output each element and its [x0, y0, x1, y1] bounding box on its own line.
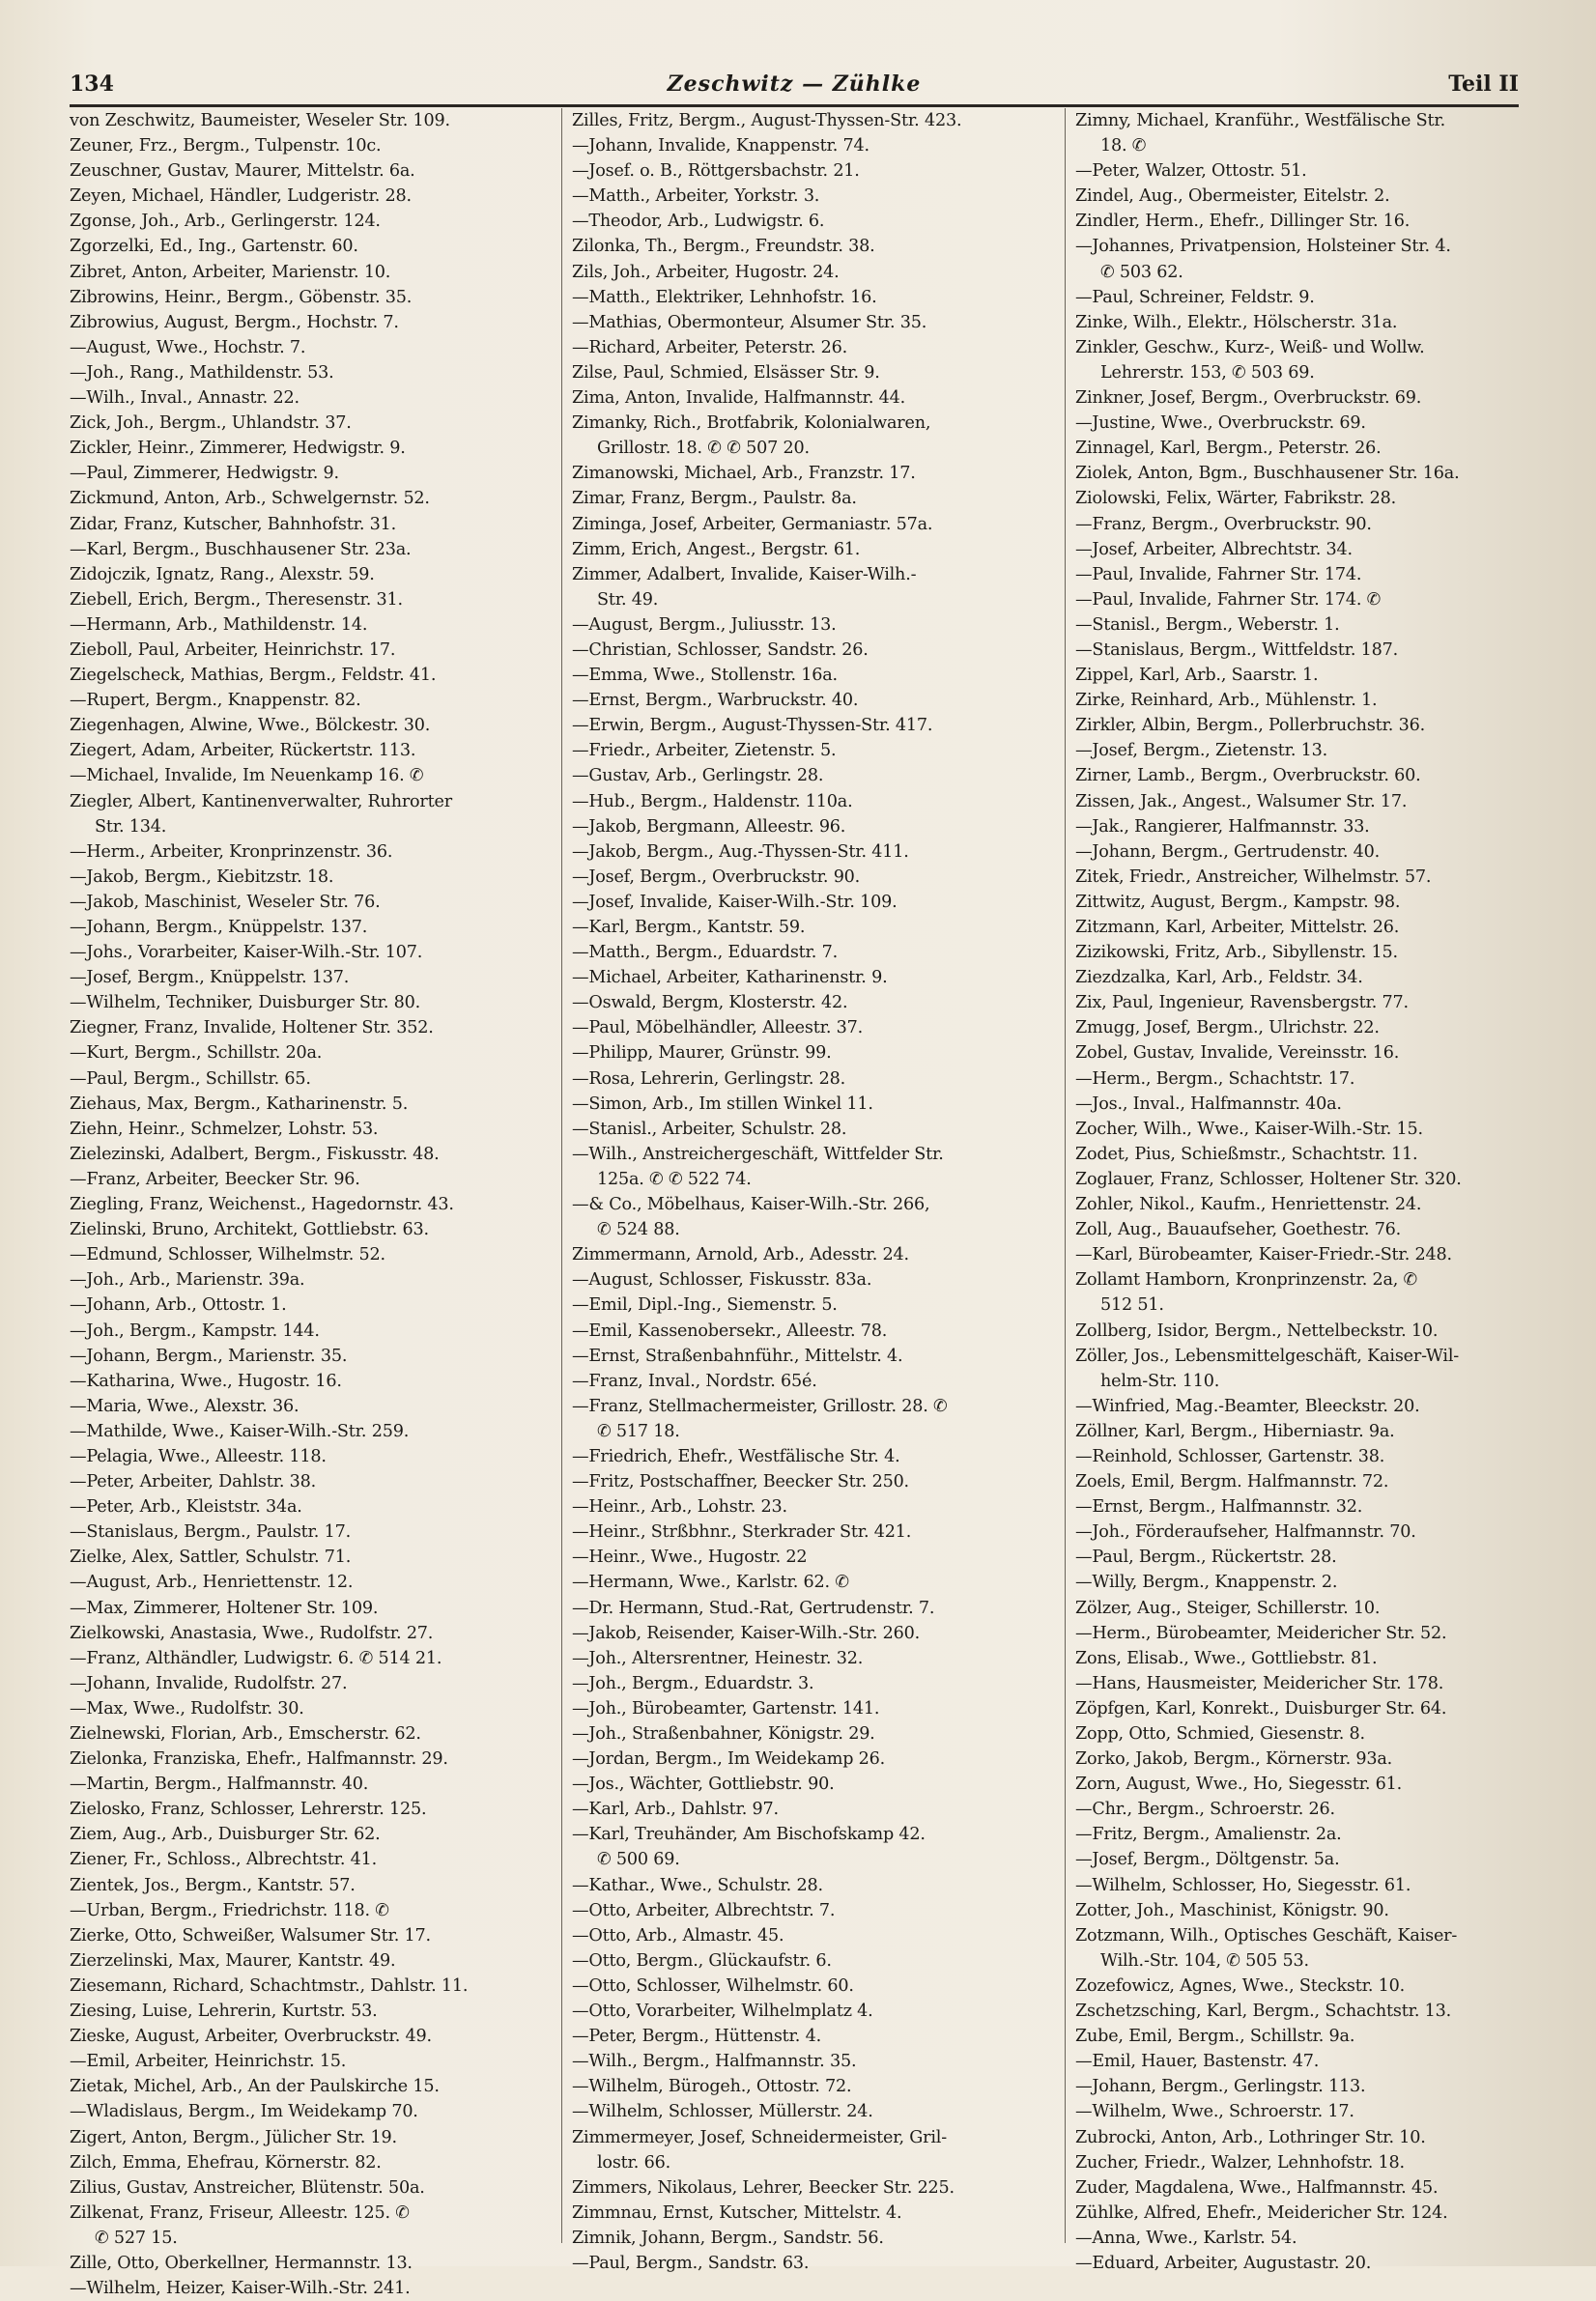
directory-entry: —Herm., Arbeiter, Kronprinzenstr. 36. — [70, 841, 393, 862]
directory-entry: —Reinhold, Schlosser, Gartenstr. 38. — [1075, 1446, 1385, 1466]
directory-entry: Zickmund, Anton, Arb., Schwelgernstr. 52. — [70, 489, 430, 509]
directory-entry: —Kurt, Bergm., Schillstr. 20a. — [70, 1043, 323, 1064]
directory-entry: Zissen, Jak., Angest., Walsumer Str. 17. — [1075, 791, 1408, 811]
directory-entry: Ziolek, Anton, Bgm., Buschhausener Str. 16a. — [1075, 464, 1460, 484]
directory-entry: —Wilhelm, Wwe., Schroerstr. 17. — [1075, 2102, 1354, 2122]
directory-entry: Zindel, Aug., Obermeister, Eitelstr. 2. — [1075, 186, 1390, 207]
directory-entry: Zizikowski, Fritz, Arb., Sibyllenstr. 15. — [1075, 943, 1398, 963]
directory-entry: Zimmermeyer, Josef, Schneidermeister, Gril- — [572, 2127, 947, 2147]
directory-entry: —Paul, Bergm., Sandstr. 63. — [572, 2253, 810, 2273]
directory-entry: —Philipp, Maurer, Grünstr. 99. — [572, 1043, 832, 1064]
directory-entry: —Simon, Arb., Im stillen Winkel 11. — [572, 1094, 873, 1114]
directory-entry: —Martin, Bergm., Halfmannstr. 40. — [70, 1775, 369, 1795]
directory-entry: —Johann, Arb., Ottostr. 1. — [70, 1295, 287, 1316]
directory-entry: Zuder, Magdalena, Wwe., Halfmannstr. 45. — [1075, 2177, 1439, 2198]
directory-entry: Zielke, Alex, Sattler, Schulstr. 71. — [70, 1548, 352, 1568]
directory-entry: Ziezdzalka, Karl, Arb., Feldstr. 34. — [1075, 968, 1363, 988]
directory-entry: Zilonka, Th., Bergm., Freundstr. 38. — [572, 237, 875, 257]
directory-entry: Ziem, Aug., Arb., Duisburger Str. 62. — [70, 1825, 381, 1845]
directory-entry: Zielinski, Bruno, Architekt, Gottliebstr. 63. — [70, 1220, 429, 1240]
directory-entry: —Karl, Treuhänder, Am Bischofskamp 42. — [572, 1825, 926, 1845]
directory-entry: Zielkowski, Anastasia, Wwe., Rudolfstr. 27. — [70, 1623, 434, 1643]
directory-entry: —Josef, Bergm., Knüppelstr. 137. — [70, 968, 350, 988]
directory-entry: —Stanisl., Bergm., Weberstr. 1. — [1075, 614, 1340, 635]
directory-entry: —Maria, Wwe., Alexstr. 36. — [70, 1396, 299, 1416]
directory-entry: —Jordan, Bergm., Im Weidekamp 26. — [572, 1749, 886, 1770]
directory-entry: Zimmnau, Ernst, Kutscher, Mittelstr. 4. — [572, 2202, 902, 2223]
directory-entry: Zoglauer, Franz, Schlosser, Holtener Str. 320. — [1075, 1169, 1462, 1189]
directory-entry: Zinkler, Geschw., Kurz-, Weiß- und Wollw. — [1075, 337, 1425, 357]
directory-entry: Zinnagel, Karl, Bergm., Peterstr. 26. — [1075, 439, 1382, 459]
directory-entry: —Jakob, Reisender, Kaiser-Wilh.-Str. 260. — [572, 1623, 920, 1643]
directory-entry: Zielezinski, Adalbert, Bergm., Fiskusstr. 48. — [70, 1144, 440, 1164]
directory-entry: —Eduard, Arbeiter, Augustastr. 20. — [1075, 2253, 1372, 2273]
directory-entry: —Otto, Arb., Almastr. 45. — [572, 1925, 784, 1946]
directory-entry: Ziegert, Adam, Arbeiter, Rückertstr. 113. — [70, 741, 416, 761]
directory-entry: Ziebell, Erich, Bergm., Theresenstr. 31. — [70, 589, 403, 610]
directory-entry: —Otto, Vorarbeiter, Wilhelmplatz 4. — [572, 2002, 873, 2022]
directory-entry: Zoels, Emil, Bergm. Halfmannstr. 72. — [1075, 1472, 1389, 1492]
directory-entry: —Gustav, Arb., Gerlingstr. 28. — [572, 766, 824, 786]
directory-entry: —Max, Wwe., Rudolfstr. 30. — [70, 1698, 304, 1719]
directory-entry: Lehrerstr. 153, ✆ 503 69. — [1100, 362, 1315, 383]
directory-entry: —Wilh., Anstreichergeschäft, Wittfelder Str. — [572, 1144, 944, 1164]
directory-entry: —Karl, Bürobeamter, Kaiser-Friedr.-Str. 248. — [1075, 1245, 1452, 1265]
running-title: Zeschwitz — Zühlke — [667, 71, 922, 97]
directory-entry: Zimny, Michael, Kranführ., Westfälische Str. — [1075, 111, 1446, 130]
directory-entry: Zimar, Franz, Bergm., Paulstr. 8a. — [572, 489, 857, 509]
directory-entry: ✆ 517 18. — [597, 1421, 680, 1441]
directory-entry: Zittwitz, August, Bergm., Kampstr. 98. — [1075, 892, 1401, 912]
directory-entry: —Jak., Rangierer, Halfmannstr. 33. — [1075, 816, 1370, 837]
directory-entry: —Chr., Bergm., Schroerstr. 26. — [1075, 1800, 1335, 1820]
directory-entry: —Jos., Wächter, Gottliebstr. 90. — [572, 1775, 835, 1795]
directory-entry: Zöllner, Karl, Bergm., Hiberniastr. 9a. — [1075, 1421, 1395, 1441]
directory-entry: Zigert, Anton, Bergm., Jülicher Str. 19. — [70, 2127, 397, 2147]
directory-entry: Ziminga, Josef, Arbeiter, Germaniastr. 57a. — [572, 514, 933, 534]
part-label: Teil II — [1448, 71, 1519, 97]
directory-entry: ✆ 524 88. — [597, 1220, 680, 1240]
directory-entry: Zimanowski, Michael, Arb., Franzstr. 17. — [572, 464, 916, 484]
directory-entry: ✆ 503 62. — [1100, 262, 1183, 282]
directory-entry: Grillostr. 18. ✆ ✆ 507 20. — [597, 439, 810, 459]
column-3 — [1075, 108, 1520, 2273]
directory-entry: Zielnewski, Florian, Arb., Emscherstr. 62. — [70, 1724, 421, 1744]
directory-entry: Str. 134. — [95, 816, 167, 837]
directory-entry: Zöpfgen, Karl, Konrekt., Duisburger Str. 64. — [1075, 1698, 1447, 1719]
directory-entry: Zinke, Wilh., Elektr., Hölscherstr. 31a. — [1075, 312, 1398, 332]
directory-entry: Zgonse, Joh., Arb., Gerlingerstr. 124. — [70, 212, 381, 232]
directory-entry: Zeuner, Frz., Bergm., Tulpenstr. 10c. — [70, 136, 382, 156]
directory-entry: Zölzer, Aug., Steiger, Schillerstr. 10. — [1075, 1598, 1381, 1618]
directory-entry: Zimnik, Johann, Bergm., Sandstr. 56. — [572, 2228, 884, 2248]
directory-entry: Zierzelinski, Max, Maurer, Kantstr. 49. — [70, 1950, 396, 1971]
page-number: 134 — [70, 71, 114, 97]
directory-entry: —Rupert, Bergm., Knappenstr. 82. — [70, 691, 361, 711]
directory-entry: —Wilhelm, Schlosser, Müllerstr. 24. — [572, 2102, 873, 2122]
directory-entry: —Jakob, Bergm., Kiebitzstr. 18. — [70, 866, 334, 887]
directory-entry: —Paul, Zimmerer, Hedwigstr. 9. — [70, 464, 339, 484]
directory-entry: —Paul, Invalide, Fahrner Str. 174. — [1075, 564, 1362, 584]
directory-entry: —Heinr., Wwe., Hugostr. 22 — [572, 1548, 808, 1568]
directory-entry: Str. 49. — [597, 589, 659, 610]
directory-entry: —Justine, Wwe., Overbruckstr. 69. — [1075, 413, 1366, 434]
directory-entry: Zons, Elisab., Wwe., Gottliebstr. 81. — [1075, 1648, 1378, 1668]
directory-entry: lostr. 66. — [597, 2152, 670, 2173]
directory-entry: Zima, Anton, Invalide, Halfmannstr. 44. — [572, 388, 905, 409]
directory-entry: —Ernst, Straßenbahnführ., Mittelstr. 4. — [572, 1346, 903, 1366]
directory-entry: —Rosa, Lehrerin, Gerlingstr. 28. — [572, 1068, 846, 1089]
directory-entry: —Max, Zimmerer, Holtener Str. 109. — [70, 1598, 379, 1618]
directory-entry: —Joh., Bergm., Kampstr. 144. — [70, 1321, 320, 1341]
directory-entry: Zoll, Aug., Bauaufseher, Goethestr. 76. — [1075, 1220, 1402, 1240]
directory-entry: —Jakob, Maschinist, Weseler Str. 76. — [70, 892, 381, 912]
directory-entry: Zietak, Michel, Arb., An der Paulskirche 15. — [70, 2077, 440, 2097]
directory-entry: 18. ✆ — [1100, 136, 1147, 156]
directory-entry: —Josef, Bergm., Zietenstr. 13. — [1075, 741, 1328, 761]
directory-entry: Zibrowius, August, Bergm., Hochstr. 7. — [70, 312, 399, 332]
directory-entry: Ziolowski, Felix, Wärter, Fabrikstr. 28. — [1075, 489, 1397, 509]
directory-entry: —Peter, Arb., Kleiststr. 34a. — [70, 1497, 302, 1518]
directory-entry: —Friedrich, Ehefr., Westfälische Str. 4. — [572, 1446, 900, 1466]
directory-entry: Zilius, Gustav, Anstreicher, Blütenstr. 50a. — [70, 2177, 425, 2198]
directory-entry: —Karl, Bergm., Kantstr. 59. — [572, 918, 806, 937]
directory-entry: —Peter, Arbeiter, Dahlstr. 38. — [70, 1472, 317, 1492]
directory-entry: 125a. ✆ ✆ 522 74. — [597, 1169, 752, 1189]
directory-entry: —Hermann, Wwe., Karlstr. 62. ✆ — [572, 1573, 849, 1593]
directory-entry: —Emil, Kassenobersekr., Alleestr. 78. — [572, 1321, 888, 1341]
directory-entry: —Paul, Invalide, Fahrner Str. 174. ✆ — [1075, 589, 1382, 610]
directory-entry: Ziegelscheck, Mathias, Bergm., Feldstr. 41. — [70, 666, 437, 686]
directory-entry: Zirkler, Albin, Bergm., Pollerbruchstr. 36. — [1075, 716, 1425, 736]
directory-entry: —Otto, Bergm., Glückaufstr. 6. — [572, 1950, 832, 1971]
directory-entry: Zibrowins, Heinr., Bergm., Göbenstr. 35. — [70, 287, 413, 307]
directory-entry: —Johann, Invalide, Rudolfstr. 27. — [70, 1673, 348, 1693]
directory-entry: Zobel, Gustav, Invalide, Vereinsstr. 16. — [1075, 1043, 1400, 1064]
directory-entry: Zieske, August, Arbeiter, Overbruckstr. 49. — [70, 2027, 432, 2047]
directory-entry: —August, Arb., Henriettenstr. 12. — [70, 1573, 354, 1593]
directory-entry: Zille, Otto, Oberkellner, Hermannstr. 13. — [70, 2253, 413, 2273]
directory-entry: —August, Wwe., Hochstr. 7. — [70, 337, 306, 357]
directory-entry: —& Co., Möbelhaus, Kaiser-Wilh.-Str. 266, — [572, 1195, 930, 1215]
directory-entry: —Oswald, Bergm, Klosterstr. 42. — [572, 993, 848, 1013]
directory-entry: —Joh., Rang., Mathildenstr. 53. — [70, 362, 334, 383]
directory-entry: —Mathias, Obermonteur, Alsumer Str. 35. — [572, 312, 927, 332]
directory-entry: —Karl, Bergm., Buschhausener Str. 23a. — [70, 539, 412, 559]
directory-entry: —Franz, Stellmachermeister, Grillostr. 28. ✆ — [572, 1396, 948, 1416]
directory-entry: —Paul, Möbelhändler, Alleestr. 37. — [572, 1018, 864, 1038]
directory-entry: —Emma, Wwe., Stollenstr. 16a. — [572, 666, 838, 686]
directory-entry: —Urban, Bergm., Friedrichstr. 118. ✆ — [70, 1900, 389, 1920]
directory-entry: Zidojczik, Ignatz, Rang., Alexstr. 59. — [70, 564, 375, 584]
directory-entry: —Jos., Inval., Halfmannstr. 40a. — [1075, 1094, 1342, 1114]
directory-entry: —Hans, Hausmeister, Meidericher Str. 178. — [1075, 1673, 1444, 1693]
column-2 — [572, 108, 1055, 2273]
directory-entry: —Richard, Arbeiter, Peterstr. 26. — [572, 337, 848, 357]
directory-entry: ✆ 527 15. — [95, 2228, 178, 2248]
directory-entry: —Friedr., Arbeiter, Zietenstr. 5. — [572, 741, 837, 761]
directory-entry: —Emil, Hauer, Bastenstr. 47. — [1075, 2052, 1320, 2072]
directory-entry: Zilles, Fritz, Bergm., August-Thyssen-Str. 423. — [572, 111, 962, 130]
column-1 — [70, 108, 553, 2299]
directory-entry: —Jakob, Bergm., Aug.-Thyssen-Str. 411. — [572, 841, 909, 862]
directory-entry: —Stanislaus, Bergm., Wittfeldstr. 187. — [1075, 639, 1399, 660]
directory-entry: Zitek, Friedr., Anstreicher, Wilhelmstr. 57. — [1075, 866, 1432, 887]
directory-entry: ✆ 500 69. — [597, 1850, 680, 1870]
directory-entry: Zopp, Otto, Schmied, Giesenstr. 8. — [1075, 1724, 1365, 1744]
directory-entry: Zilse, Paul, Schmied, Elsässer Str. 9. — [572, 362, 880, 383]
directory-entry: —Michael, Arbeiter, Katharinenstr. 9. — [572, 968, 888, 988]
directory-entry: —Edmund, Schlosser, Wilhelmstr. 52. — [70, 1245, 385, 1265]
directory-entry: Zimmers, Nikolaus, Lehrer, Beecker Str. 225. — [572, 2177, 955, 2198]
directory-entry: —Otto, Arbeiter, Albrechtstr. 7. — [572, 1900, 836, 1920]
directory-entry: —Johann, Bergm., Gertrudenstr. 40. — [1075, 841, 1381, 862]
directory-entry: Zühlke, Alfred, Ehefr., Meidericher Str. 124. — [1075, 2202, 1448, 2223]
directory-entry: Zidar, Franz, Kutscher, Bahnhofstr. 31. — [70, 514, 397, 534]
directory-entry: —Joh., Bergm., Eduardstr. 3. — [572, 1673, 814, 1693]
directory-entry: Zibret, Anton, Arbeiter, Marienstr. 10. — [70, 262, 391, 282]
directory-entry: —Willy, Bergm., Knappenstr. 2. — [1075, 1573, 1338, 1593]
directory-entry: Zilkenat, Franz, Friseur, Alleestr. 125. ✆ — [70, 2202, 410, 2223]
directory-entry: —Franz, Bergm., Overbruckstr. 90. — [1075, 514, 1372, 534]
directory-entry: Zotzmann, Wilh., Optisches Geschäft, Kaiser- — [1075, 1925, 1458, 1946]
directory-entry: —Stanisl., Arbeiter, Schulstr. 28. — [572, 1119, 847, 1139]
directory-entry: Zirner, Lamb., Bergm., Overbruckstr. 60. — [1075, 766, 1421, 786]
directory-entry: —Heinr., Strßbhnr., Sterkrader Str. 421. — [572, 1522, 912, 1543]
directory-entry: Zitzmann, Karl, Arbeiter, Mittelstr. 26. — [1075, 918, 1400, 937]
directory-entry: —Wilhelm, Schlosser, Ho, Siegesstr. 61. — [1075, 1875, 1411, 1895]
directory-entry: Zindler, Herm., Ehefr., Dillinger Str. 16. — [1075, 212, 1411, 232]
directory-entry: Zotter, Joh., Maschinist, Königstr. 90. — [1075, 1900, 1389, 1920]
directory-entry: —Matth., Bergm., Eduardstr. 7. — [572, 943, 838, 963]
directory-entry: —Peter, Bergm., Hüttenstr. 4. — [572, 2027, 821, 2047]
directory-entry: —Joh., Förderaufseher, Halfmannstr. 70. — [1075, 1522, 1416, 1543]
directory-entry: Zocher, Wilh., Wwe., Kaiser-Wilh.-Str. 15. — [1075, 1119, 1423, 1139]
directory-entry: Zierke, Otto, Schweißer, Walsumer Str. 17. — [70, 1925, 431, 1946]
directory-entry: —Wilh., Bergm., Halfmannstr. 35. — [572, 2052, 857, 2072]
directory-entry: —Wilhelm, Techniker, Duisburger Str. 80. — [70, 993, 421, 1013]
directory-entry: —Mathilde, Wwe., Kaiser-Wilh.-Str. 259. — [70, 1421, 410, 1441]
directory-entry: Ziegling, Franz, Weichenst., Hagedornstr. 43. — [70, 1195, 454, 1215]
directory-entry: —Wilhelm, Heizer, Kaiser-Wilh.-Str. 241. — [70, 2279, 411, 2299]
directory-entry: —Ernst, Bergm., Halfmannstr. 32. — [1075, 1497, 1363, 1518]
directory-entry: von Zeschwitz, Baumeister, Weseler Str. 109. — [70, 111, 450, 130]
directory-entry: Zimm, Erich, Angest., Bergstr. 61. — [572, 539, 861, 559]
directory-entry: —Peter, Walzer, Ottostr. 51. — [1075, 161, 1307, 182]
directory-entry: Zils, Joh., Arbeiter, Hugostr. 24. — [572, 262, 840, 282]
directory-entry: Zozefowicz, Agnes, Wwe., Steckstr. 10. — [1075, 1975, 1406, 1996]
directory-entry: Zodet, Pius, Schießmstr., Schachtstr. 11. — [1075, 1144, 1418, 1164]
directory-entry: —Josef, Bergm., Döltgenstr. 5a. — [1075, 1850, 1340, 1870]
directory-entry: —Erwin, Bergm., August-Thyssen-Str. 417. — [572, 716, 933, 736]
directory-entry: —August, Bergm., Juliusstr. 13. — [572, 614, 837, 635]
directory-entry: —Paul, Bergm., Rückertstr. 28. — [1075, 1548, 1337, 1568]
column-divider — [1065, 108, 1066, 2243]
directory-entry: Zielosko, Franz, Schlosser, Lehrerstr. 125. — [70, 1800, 427, 1820]
directory-entry: —Josef, Arbeiter, Albrechtstr. 34. — [1075, 539, 1353, 559]
directory-entry: Zubrocki, Anton, Arb., Lothringer Str. 10. — [1075, 2127, 1426, 2147]
directory-entry: —Theodor, Arb., Ludwigstr. 6. — [572, 212, 825, 232]
directory-entry: Zschetzsching, Karl, Bergm., Schachtstr. 13. — [1075, 2002, 1452, 2022]
directory-entry: —Wladislaus, Bergm., Im Weidekamp 70. — [70, 2102, 418, 2122]
directory-entry: —Winfried, Mag.-Beamter, Bleeckstr. 20. — [1075, 1396, 1420, 1416]
directory-entry: —Otto, Schlosser, Wilhelmstr. 60. — [572, 1975, 854, 1996]
directory-entry: —Stanislaus, Bergm., Paulstr. 17. — [70, 1522, 351, 1543]
directory-entry: —Joh., Straßenbahner, Königstr. 29. — [572, 1724, 875, 1744]
directory-entry: Zeyen, Michael, Händler, Ludgeristr. 28. — [70, 186, 412, 207]
directory-entry: —Matth., Elektriker, Lehnhofstr. 16. — [572, 287, 877, 307]
page-header — [70, 71, 1519, 107]
directory-entry: —Wilh., Inval., Annastr. 22. — [70, 388, 299, 409]
directory-entry: —Katharina, Wwe., Hugostr. 16. — [70, 1371, 342, 1391]
directory-entry: Zientek, Jos., Bergm., Kantstr. 57. — [70, 1875, 356, 1895]
directory-entry: —Emil, Dipl.-Ing., Siemenstr. 5. — [572, 1295, 838, 1316]
directory-entry: —Emil, Arbeiter, Heinrichstr. 15. — [70, 2052, 347, 2072]
directory-entry: —Johannes, Privatpension, Holsteiner Str. 4. — [1075, 237, 1451, 257]
directory-entry: —Karl, Arb., Dahlstr. 97. — [572, 1800, 779, 1820]
directory-entry: Zgorzelki, Ed., Ing., Gartenstr. 60. — [70, 237, 358, 257]
directory-entry: Wilh.-Str. 104, ✆ 505 53. — [1100, 1950, 1309, 1971]
directory-entry: —Johann, Bergm., Gerlingstr. 113. — [1075, 2077, 1366, 2097]
directory-entry: —Anna, Wwe., Karlstr. 54. — [1075, 2228, 1297, 2248]
directory-entry: —Josef, Invalide, Kaiser-Wilh.-Str. 109. — [572, 892, 898, 912]
directory-entry: —Josef, Bergm., Overbruckstr. 90. — [572, 866, 861, 887]
directory-entry: Ziegenhagen, Alwine, Wwe., Bölckestr. 30. — [70, 716, 431, 736]
directory-entry: —Matth., Arbeiter, Yorkstr. 3. — [572, 186, 820, 207]
directory-entry: —Joh., Bürobeamter, Gartenstr. 141. — [572, 1698, 880, 1719]
directory-entry: —Dr. Hermann, Stud.-Rat, Gertrudenstr. 7. — [572, 1598, 935, 1618]
directory-entry: —Josef. o. B., Röttgersbachstr. 21. — [572, 161, 860, 182]
directory-entry: Zimmermann, Arnold, Arb., Adesstr. 24. — [572, 1245, 909, 1265]
directory-entry: Zeuschner, Gustav, Maurer, Mittelstr. 6a. — [70, 161, 415, 182]
directory-entry: Zickler, Heinr., Zimmerer, Hedwigstr. 9. — [70, 439, 406, 459]
directory-entry: —Johs., Vorarbeiter, Kaiser-Wilh.-Str. 107. — [70, 943, 423, 963]
directory-entry: Ziesemann, Richard, Schachtmstr., Dahlstr. 11. — [70, 1975, 469, 1996]
directory-entry: Zorn, August, Wwe., Ho, Siegesstr. 61. — [1075, 1775, 1403, 1795]
directory-entry: —Jakob, Bergmann, Alleestr. 96. — [572, 816, 846, 837]
directory-entry: —Franz, Inval., Nordstr. 65é. — [572, 1371, 817, 1391]
directory-entry: Ziener, Fr., Schloss., Albrechtstr. 41. — [70, 1850, 378, 1870]
directory-entry: Ziehaus, Max, Bergm., Katharinenstr. 5. — [70, 1094, 409, 1114]
directory-entry: Ziehn, Heinr., Schmelzer, Lohstr. 53. — [70, 1119, 379, 1139]
directory-entry: —Joh., Arb., Marienstr. 39a. — [70, 1270, 305, 1291]
directory-entry: Zirke, Reinhard, Arb., Mühlenstr. 1. — [1075, 691, 1378, 711]
directory-entry: —Hub., Bergm., Haldenstr. 110a. — [572, 791, 853, 811]
directory-entry: Zimanky, Rich., Brotfabrik, Kolonialwaren, — [572, 413, 931, 434]
directory-entry: —Johann, Bergm., Knüppelstr. 137. — [70, 918, 368, 937]
directory-entry: —Kathar., Wwe., Schulstr. 28. — [572, 1875, 823, 1895]
directory-entry: —Wilhelm, Bürogeh., Ottostr. 72. — [572, 2077, 852, 2097]
directory-entry: —Ernst, Bergm., Warbruckstr. 40. — [572, 691, 859, 711]
directory-entry: —Heinr., Arb., Lohstr. 23. — [572, 1497, 787, 1518]
directory-entry: Ziegner, Franz, Invalide, Holtener Str. 352. — [70, 1018, 434, 1038]
column-divider — [561, 108, 562, 2243]
directory-entry: Zimmer, Adalbert, Invalide, Kaiser-Wilh.- — [572, 564, 917, 584]
directory-entry: helm-Str. 110. — [1100, 1371, 1220, 1391]
directory-entry: —Hermann, Arb., Mathildenstr. 14. — [70, 614, 368, 635]
directory-entry: —Joh., Altersrentner, Heinestr. 32. — [572, 1648, 864, 1668]
directory-entry: Zube, Emil, Bergm., Schillstr. 9a. — [1075, 2027, 1355, 2047]
directory-entry: Ziesing, Luise, Lehrerin, Kurtstr. 53. — [70, 2002, 378, 2022]
directory-entry: Zmugg, Josef, Bergm., Ulrichstr. 22. — [1075, 1018, 1380, 1038]
directory-entry: —Christian, Schlosser, Sandstr. 26. — [572, 639, 869, 660]
directory-entry: —Paul, Bergm., Schillstr. 65. — [70, 1068, 311, 1089]
directory-entry: Zinkner, Josef, Bergm., Overbruckstr. 69. — [1075, 388, 1422, 409]
directory-entry: Zix, Paul, Ingenieur, Ravensbergstr. 77. — [1075, 993, 1409, 1013]
directory-entry: 512 51. — [1100, 1295, 1164, 1316]
directory-entry: Zollamt Hamborn, Kronprinzenstr. 2a, ✆ — [1075, 1270, 1418, 1291]
directory-entry: Zilch, Emma, Ehefrau, Körnerstr. 82. — [70, 2152, 382, 2173]
directory-entry: Zollberg, Isidor, Bergm., Nettelbeckstr. 10. — [1075, 1321, 1439, 1341]
directory-entry: Zippel, Karl, Arb., Saarstr. 1. — [1075, 666, 1319, 686]
directory-entry: —August, Schlosser, Fiskusstr. 83a. — [572, 1270, 872, 1291]
directory-entry: —Fritz, Postschaffner, Beecker Str. 250. — [572, 1472, 909, 1492]
directory-entry: Zieboll, Paul, Arbeiter, Heinrichstr. 17. — [70, 639, 396, 660]
directory-entry: —Pelagia, Wwe., Alleestr. 118. — [70, 1446, 327, 1466]
directory-entry: —Paul, Schreiner, Feldstr. 9. — [1075, 287, 1315, 307]
directory-entry: Zucher, Friedr., Walzer, Lehnhofstr. 18. — [1075, 2152, 1405, 2173]
directory-entry: Zöller, Jos., Lebensmittelgeschäft, Kaiser-Wil- — [1075, 1346, 1460, 1366]
directory-entry: —Franz, Althändler, Ludwigstr. 6. ✆ 514 21. — [70, 1648, 442, 1668]
directory-entry: —Franz, Arbeiter, Beecker Str. 96. — [70, 1169, 360, 1189]
directory-entry: —Herm., Bürobeamter, Meidericher Str. 52. — [1075, 1623, 1447, 1643]
directory-entry: —Michael, Invalide, Im Neuenkamp 16. ✆ — [70, 766, 424, 786]
directory-entry: —Fritz, Bergm., Amalienstr. 2a. — [1075, 1825, 1342, 1845]
directory-entry: —Johann, Invalide, Knappenstr. 74. — [572, 136, 869, 156]
directory-entry: Zorko, Jakob, Bergm., Körnerstr. 93a. — [1075, 1749, 1393, 1770]
directory-entry: Ziegler, Albert, Kantinenverwalter, Ruhrorter — [70, 791, 452, 811]
directory-entry: Zielonka, Franziska, Ehefr., Halfmannstr. 29. — [70, 1749, 448, 1770]
directory-entry: —Herm., Bergm., Schachtstr. 17. — [1075, 1068, 1355, 1089]
directory-entry: Zohler, Nikol., Kaufm., Henriettenstr. 24. — [1075, 1195, 1422, 1215]
directory-entry: Zick, Joh., Bergm., Uhlandstr. 37. — [70, 413, 352, 434]
directory-entry: —Johann, Bergm., Marienstr. 35. — [70, 1346, 348, 1366]
